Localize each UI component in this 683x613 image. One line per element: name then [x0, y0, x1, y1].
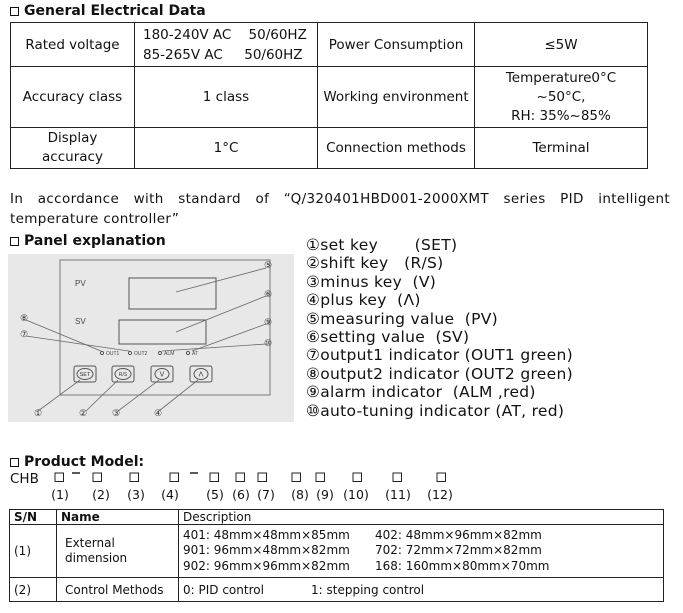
slot-box-8 — [292, 473, 301, 482]
table-cell — [135, 23, 318, 67]
panel-diagram — [8, 254, 294, 422]
general-heading — [10, 3, 206, 19]
callout-4-label: ④ — [153, 408, 163, 418]
slot-box-4 — [170, 473, 179, 482]
legend-item: ⑧output2 indicator (OUT2 green) — [306, 364, 573, 383]
slot-box-10 — [353, 473, 362, 482]
table-row — [11, 128, 648, 169]
sv-label: SV — [75, 317, 86, 326]
out2-indicator-icon — [128, 351, 131, 354]
panel-heading-text: Panel explanation — [24, 233, 166, 249]
cell-line: 180-240V AC 50/60HZ — [143, 26, 307, 43]
at-indicator-icon — [186, 351, 189, 354]
callout-10-label: ⑩ — [263, 338, 273, 348]
slot-index-label: (8) — [291, 487, 309, 502]
desc-line: 0: PID control 1: stepping control — [183, 582, 425, 597]
general-heading-text: General Electrical Data — [24, 3, 206, 19]
pv-label: PV — [75, 279, 86, 288]
slot-index-label: (10) — [343, 487, 369, 502]
cell-line: Temperature0°C — [505, 69, 617, 86]
callout-9-label: ⑨ — [263, 317, 273, 327]
callout-7-label: ⑦ — [19, 329, 29, 339]
slot-index-label: (5) — [206, 487, 224, 502]
callout-6-label: ⑥ — [263, 289, 273, 299]
slot-box-12 — [437, 473, 446, 482]
description-cell — [179, 525, 664, 578]
table-cell: 1 class — [135, 67, 318, 128]
out1-indicator-label: OUT1 — [106, 351, 120, 357]
name-cell — [57, 525, 179, 578]
panel-legend — [306, 236, 573, 420]
slot-box-1 — [55, 473, 64, 482]
sn-cell: (2) — [10, 578, 57, 602]
table-cell: Terminal — [475, 128, 648, 169]
cell-line: accuracy — [42, 149, 103, 165]
legend-item: ②shift key (R/S) — [306, 254, 444, 273]
desc-line: 401: 48mm×48mm×85mm 402: 48mm×96mm×82mm — [183, 527, 542, 542]
square-bullet-icon — [10, 458, 19, 467]
callout-8-label: ⑧ — [19, 313, 29, 323]
legend-item: ①set key (SET) — [306, 236, 458, 254]
table-cell: 1°C — [135, 128, 318, 169]
electrical-data-table — [10, 22, 648, 169]
set-key-label: SET — [79, 372, 91, 378]
table-row — [10, 578, 664, 602]
table-cell: Working environment — [318, 67, 475, 128]
table-cell: ≤5W — [475, 23, 648, 67]
legend-item: ④plus key (Λ) — [306, 291, 421, 310]
table-row — [11, 23, 648, 67]
callout-2-label: ② — [78, 408, 88, 418]
cell-line: External — [65, 536, 115, 550]
sn-cell: (1) — [10, 525, 57, 578]
out2-indicator-label: OUT2 — [134, 351, 148, 357]
slot-box-9 — [316, 473, 325, 482]
legend-item: ⑦output1 indicator (OUT1 green) — [306, 346, 573, 365]
out1-indicator-icon — [100, 351, 103, 354]
table-cell — [475, 67, 648, 128]
slot-index-label: (11) — [385, 487, 411, 502]
leader-lines — [26, 268, 266, 411]
alm-indicator-label: ALM — [164, 351, 175, 357]
legend-item: ⑤measuring value (PV) — [306, 309, 499, 328]
column-header: Name — [57, 510, 179, 525]
slot-index-label: (9) — [316, 487, 334, 502]
column-header: Description — [179, 510, 664, 525]
table-row — [10, 525, 664, 578]
panel-heading — [10, 233, 166, 249]
table-cell: Rated voltage — [11, 23, 135, 67]
slot-box-5 — [210, 473, 219, 482]
model-prefix: CHB — [10, 471, 39, 487]
legend-item: ⑩auto-tuning indicator (AT, red) — [306, 401, 565, 420]
slot-box-11 — [393, 473, 402, 482]
slot-index-label: (2) — [92, 487, 110, 502]
table-cell: Accuracy class — [11, 67, 135, 128]
description-cell — [179, 578, 664, 602]
plus-key-label: Λ — [198, 371, 204, 379]
slot-index-label: (6) — [232, 487, 250, 502]
callout-1-label: ① — [33, 408, 43, 418]
slot-index-label: (7) — [257, 487, 275, 502]
alm-indicator-icon — [158, 351, 161, 354]
table-cell: Connection methods — [318, 128, 475, 169]
desc-line: 901: 96mm×48mm×82mm 702: 72mm×72mm×82mm — [183, 543, 542, 558]
square-bullet-icon — [10, 7, 19, 16]
slot-box-7 — [258, 473, 267, 482]
name-cell: Control Methods — [57, 578, 179, 602]
slot-box-6 — [236, 473, 245, 482]
model-code-slots — [0, 468, 683, 504]
shift-key-label: R/S — [118, 372, 128, 378]
square-bullet-icon — [10, 237, 19, 246]
desc-line: 902: 96mm×96mm×82mm 168: 160mm×80mm×70mm — [183, 558, 550, 573]
table-cell — [11, 128, 135, 169]
cell-line: 85-265V AC 50/60HZ — [143, 46, 303, 63]
standard-text: In accordance with standard of “Q/320401HBD001-2000XMT series PID intelligent temperature controller” — [10, 191, 670, 227]
legend-item: ⑥setting value (SV) — [306, 328, 470, 347]
table-cell: Power Consumption — [318, 23, 475, 67]
cell-line: ~50°C, — [536, 88, 586, 105]
table-header-row — [10, 510, 664, 525]
panel-face — [60, 260, 273, 395]
slot-index-label: (12) — [427, 487, 453, 502]
product-model-table — [9, 509, 664, 602]
callout-3-label: ③ — [111, 408, 121, 418]
sv-display — [119, 320, 206, 344]
table-row — [11, 67, 648, 128]
legend-item: ⑨alarm indicator (ALM ,red) — [306, 383, 536, 402]
minus-key-label: V — [159, 371, 165, 379]
at-indicator-label: AT — [192, 351, 199, 357]
slot-box-3 — [130, 473, 139, 482]
column-header: S/N — [10, 510, 57, 525]
legend-item: ③minus key (Ⅴ) — [306, 272, 437, 291]
pv-display — [129, 278, 216, 309]
cell-line: dimension — [65, 551, 128, 565]
product-heading-text: Product Model: — [24, 454, 145, 470]
slot-index-label: (1) — [51, 487, 69, 502]
slot-index-label: (3) — [127, 487, 145, 502]
callout-5-label: ⑤ — [263, 260, 273, 270]
cell-line: Display — [47, 130, 98, 146]
slot-box-2 — [93, 473, 102, 482]
cell-line: RH: 35%~85% — [511, 107, 611, 124]
slot-index-label: (4) — [161, 487, 179, 502]
